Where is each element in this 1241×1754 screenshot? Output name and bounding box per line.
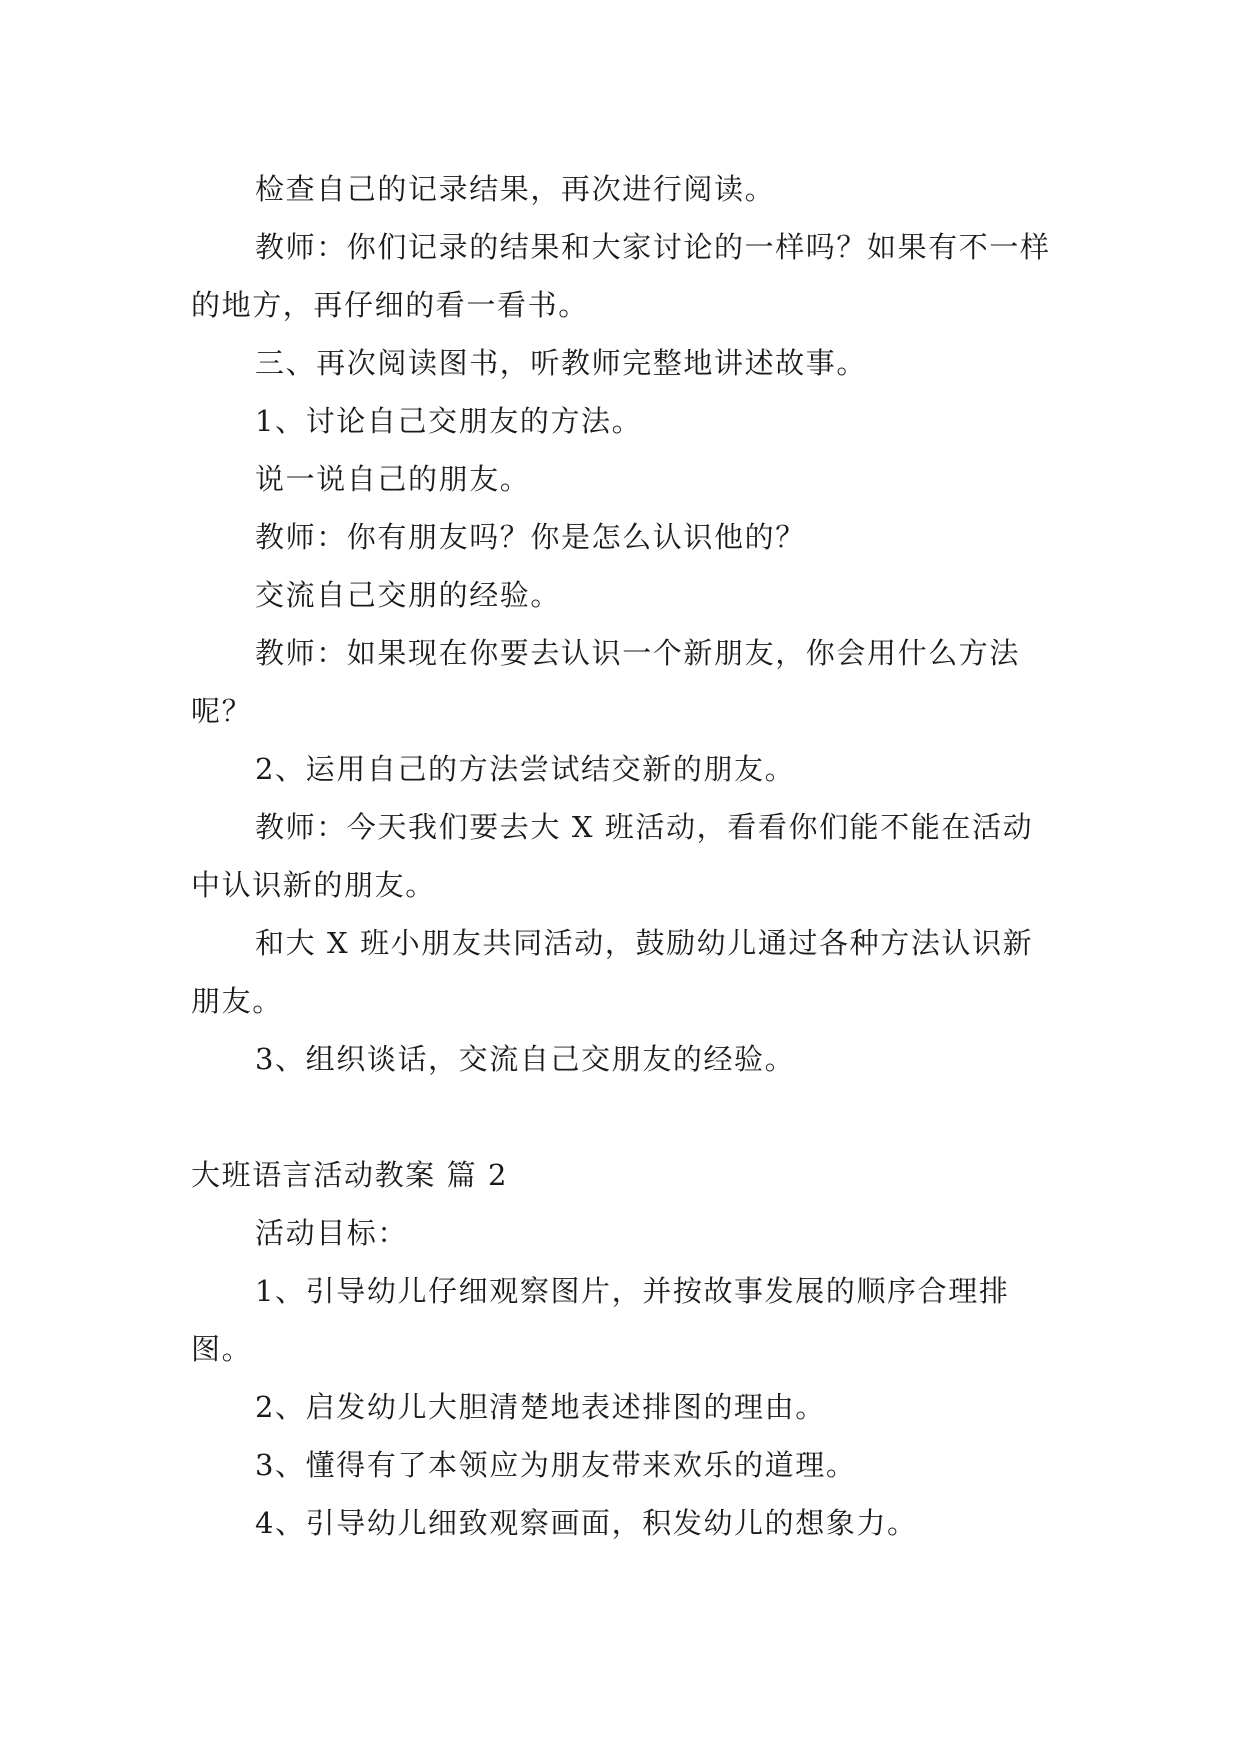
document-body <box>191 160 1061 1552</box>
paragraph: 2、运用自己的方法尝试结交新的朋友。 <box>255 752 796 786</box>
paragraph: 和大 X 班小朋友共同活动，鼓励幼儿通过各种方法认识新朋友。 <box>191 926 1034 1018</box>
paragraph: 1、讨论自己交朋友的方法。 <box>255 404 643 438</box>
section-heading: 大班语言活动教案 篇 2 <box>191 1158 509 1192</box>
paragraph: 4、引导幼儿细致观察画面，积发幼儿的想象力。 <box>255 1506 918 1540</box>
paragraph: 教师：你有朋友吗？你是怎么认识他的？ <box>255 520 806 554</box>
paragraph: 教师：你们记录的结果和大家讨论的一样吗？如果有不一样的地方，再仔细的看一看书。 <box>191 230 1051 322</box>
paragraph: 交流自己交朋的经验。 <box>255 578 562 612</box>
paragraph: 3、组织谈话，交流自己交朋友的经验。 <box>255 1042 796 1076</box>
paragraph: 1、引导幼儿仔细观察图片，并按故事发展的顺序合理排图。 <box>191 1274 1010 1366</box>
section-gap <box>191 1088 1061 1146</box>
paragraph: 3、懂得有了本领应为朋友带来欢乐的道理。 <box>255 1448 857 1482</box>
paragraph: 检查自己的记录结果，再次进行阅读。 <box>255 172 776 206</box>
paragraph: 教师：今天我们要去大 X 班活动，看看你们能不能在活动中认识新的朋友。 <box>191 810 1034 902</box>
paragraph: 三、再次阅读图书，听教师完整地讲述故事。 <box>255 346 868 380</box>
paragraph: 教师：如果现在你要去认识一个新朋友，你会用什么方法呢？ <box>191 636 1021 728</box>
paragraph: 说一说自己的朋友。 <box>255 462 531 496</box>
paragraph: 2、启发幼儿大胆清楚地表述排图的理由。 <box>255 1390 826 1424</box>
paragraph: 活动目标： <box>255 1216 409 1250</box>
